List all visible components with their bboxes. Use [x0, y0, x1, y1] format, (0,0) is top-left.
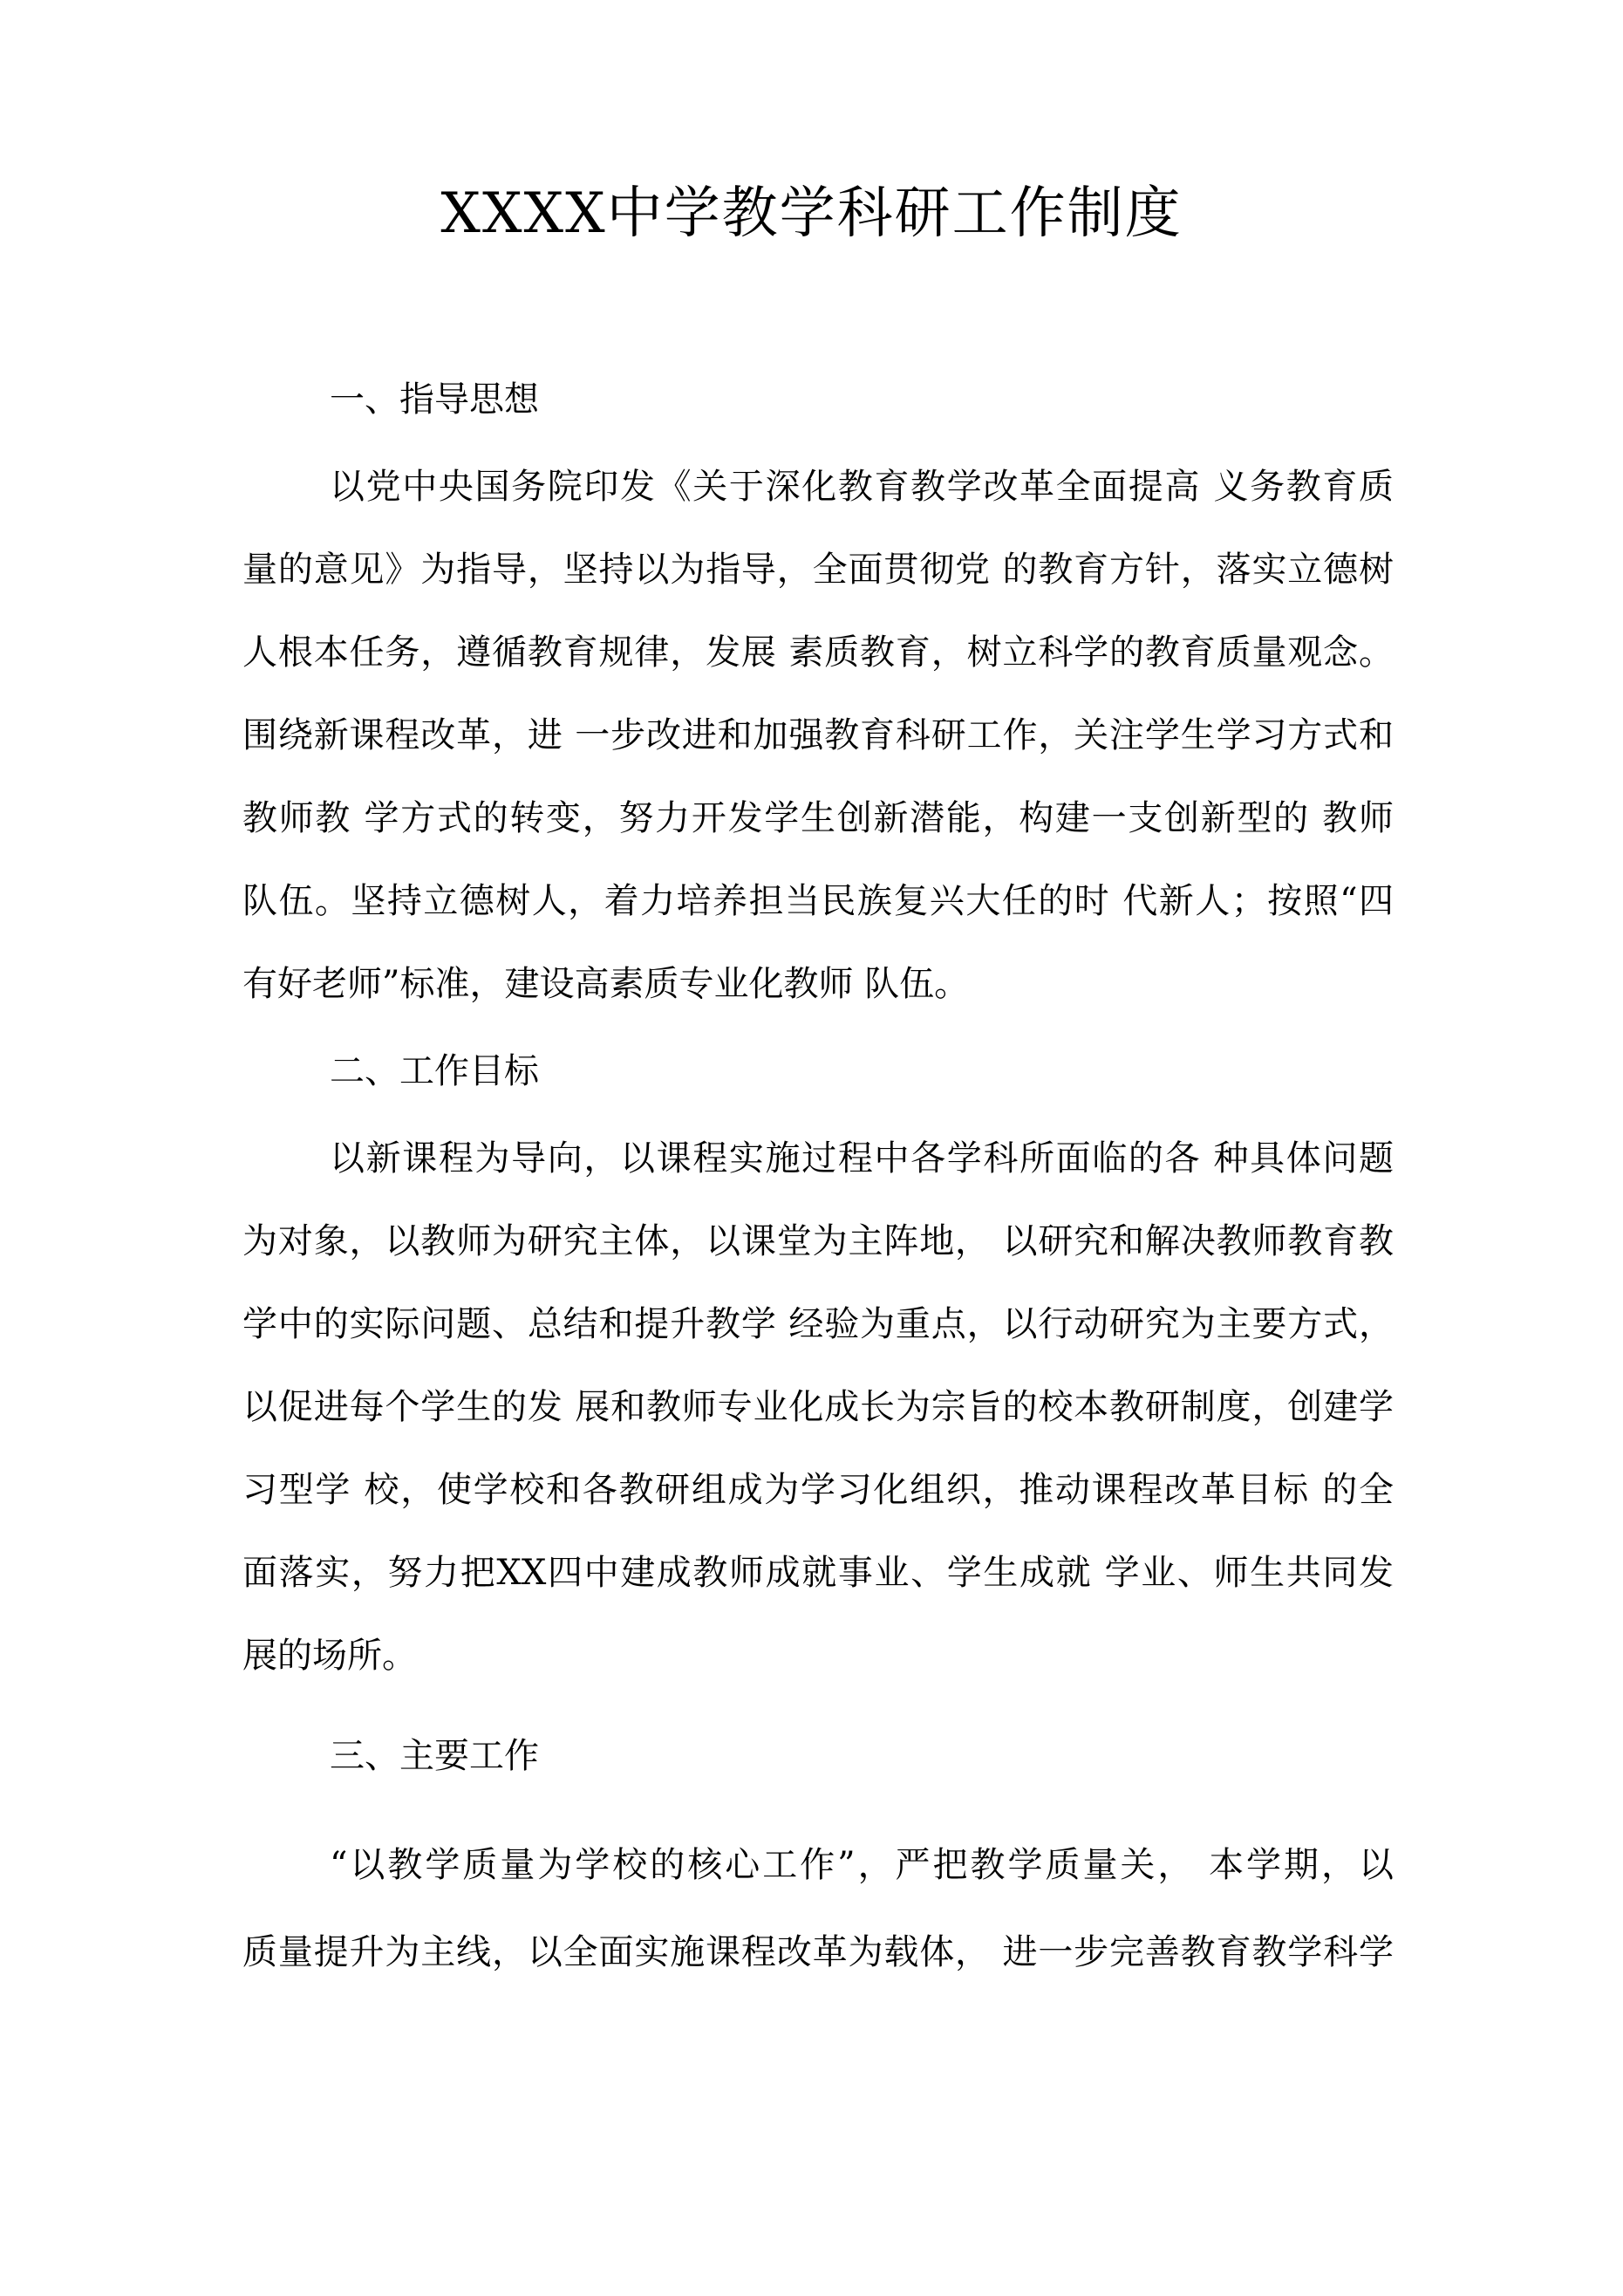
- paragraph-line: 为对象，以教师为研究主体，以课堂为主阵地， 以研究和解决教师教育教: [242, 1221, 1394, 1261]
- paragraph-line: 以党中央国务院印发《关于深化教育教学改革全面提高 义务教育质: [330, 467, 1394, 507]
- section-heading-work-goals: 二、工作目标: [330, 1051, 539, 1091]
- paragraph-line: 教师教 学方式的转变，努力开发学生创新潜能，构建一支创新型的 教师: [242, 798, 1394, 838]
- paragraph-line: 面落实，努力把XX四中建成教师成就事业、学生成就 学业、师生共同发: [242, 1553, 1394, 1593]
- paragraph-line: 队伍。坚持立德树人，着力培养担当民族复兴大任的时 代新人；按照“四: [242, 881, 1394, 921]
- section-heading-main-work: 三、主要工作: [330, 1736, 539, 1776]
- paragraph-line: 质量提升为主线，以全面实施课程改革为载体， 进一步完善教育教学科学: [242, 1932, 1394, 1972]
- paragraph-line: “以教学质量为学校的核心工作”，严把教学质量关， 本学期，以: [330, 1845, 1394, 1885]
- paragraph-line: 量的意见》为指导，坚持以为指导，全面贯彻党 的教育方针，落实立德树: [242, 550, 1394, 590]
- paragraph-line: 以促进每个学生的发 展和教师专业化成长为宗旨的校本教研制度，创建学: [242, 1387, 1394, 1427]
- paragraph-line: 人根本任务，遵循教育规律，发展 素质教育，树立科学的教育质量观念。: [242, 632, 1394, 673]
- paragraph-line: 以新课程为导向，以课程实施过程中各学科所面临的各 种具体问题: [330, 1138, 1394, 1179]
- document-title: XXXX中学教学科研工作制度: [440, 181, 1183, 246]
- paragraph-line: 学中的实际问题、总结和提升教学 经验为重点，以行动研究为主要方式，: [242, 1304, 1394, 1344]
- paragraph-line: 围绕新课程改革，进 一步改进和加强教育科研工作，关注学生学习方式和: [242, 715, 1394, 755]
- paragraph-line: 习型学 校，使学校和各教研组成为学习化组织，推动课程改革目标 的全: [242, 1470, 1394, 1510]
- section-heading-guiding-ideology: 一、指导思想: [330, 379, 539, 420]
- paragraph-line: 展的场所。: [242, 1636, 417, 1676]
- paragraph-line: 有好老师”标准，建设高素质专业化教师 队伍。: [242, 964, 970, 1004]
